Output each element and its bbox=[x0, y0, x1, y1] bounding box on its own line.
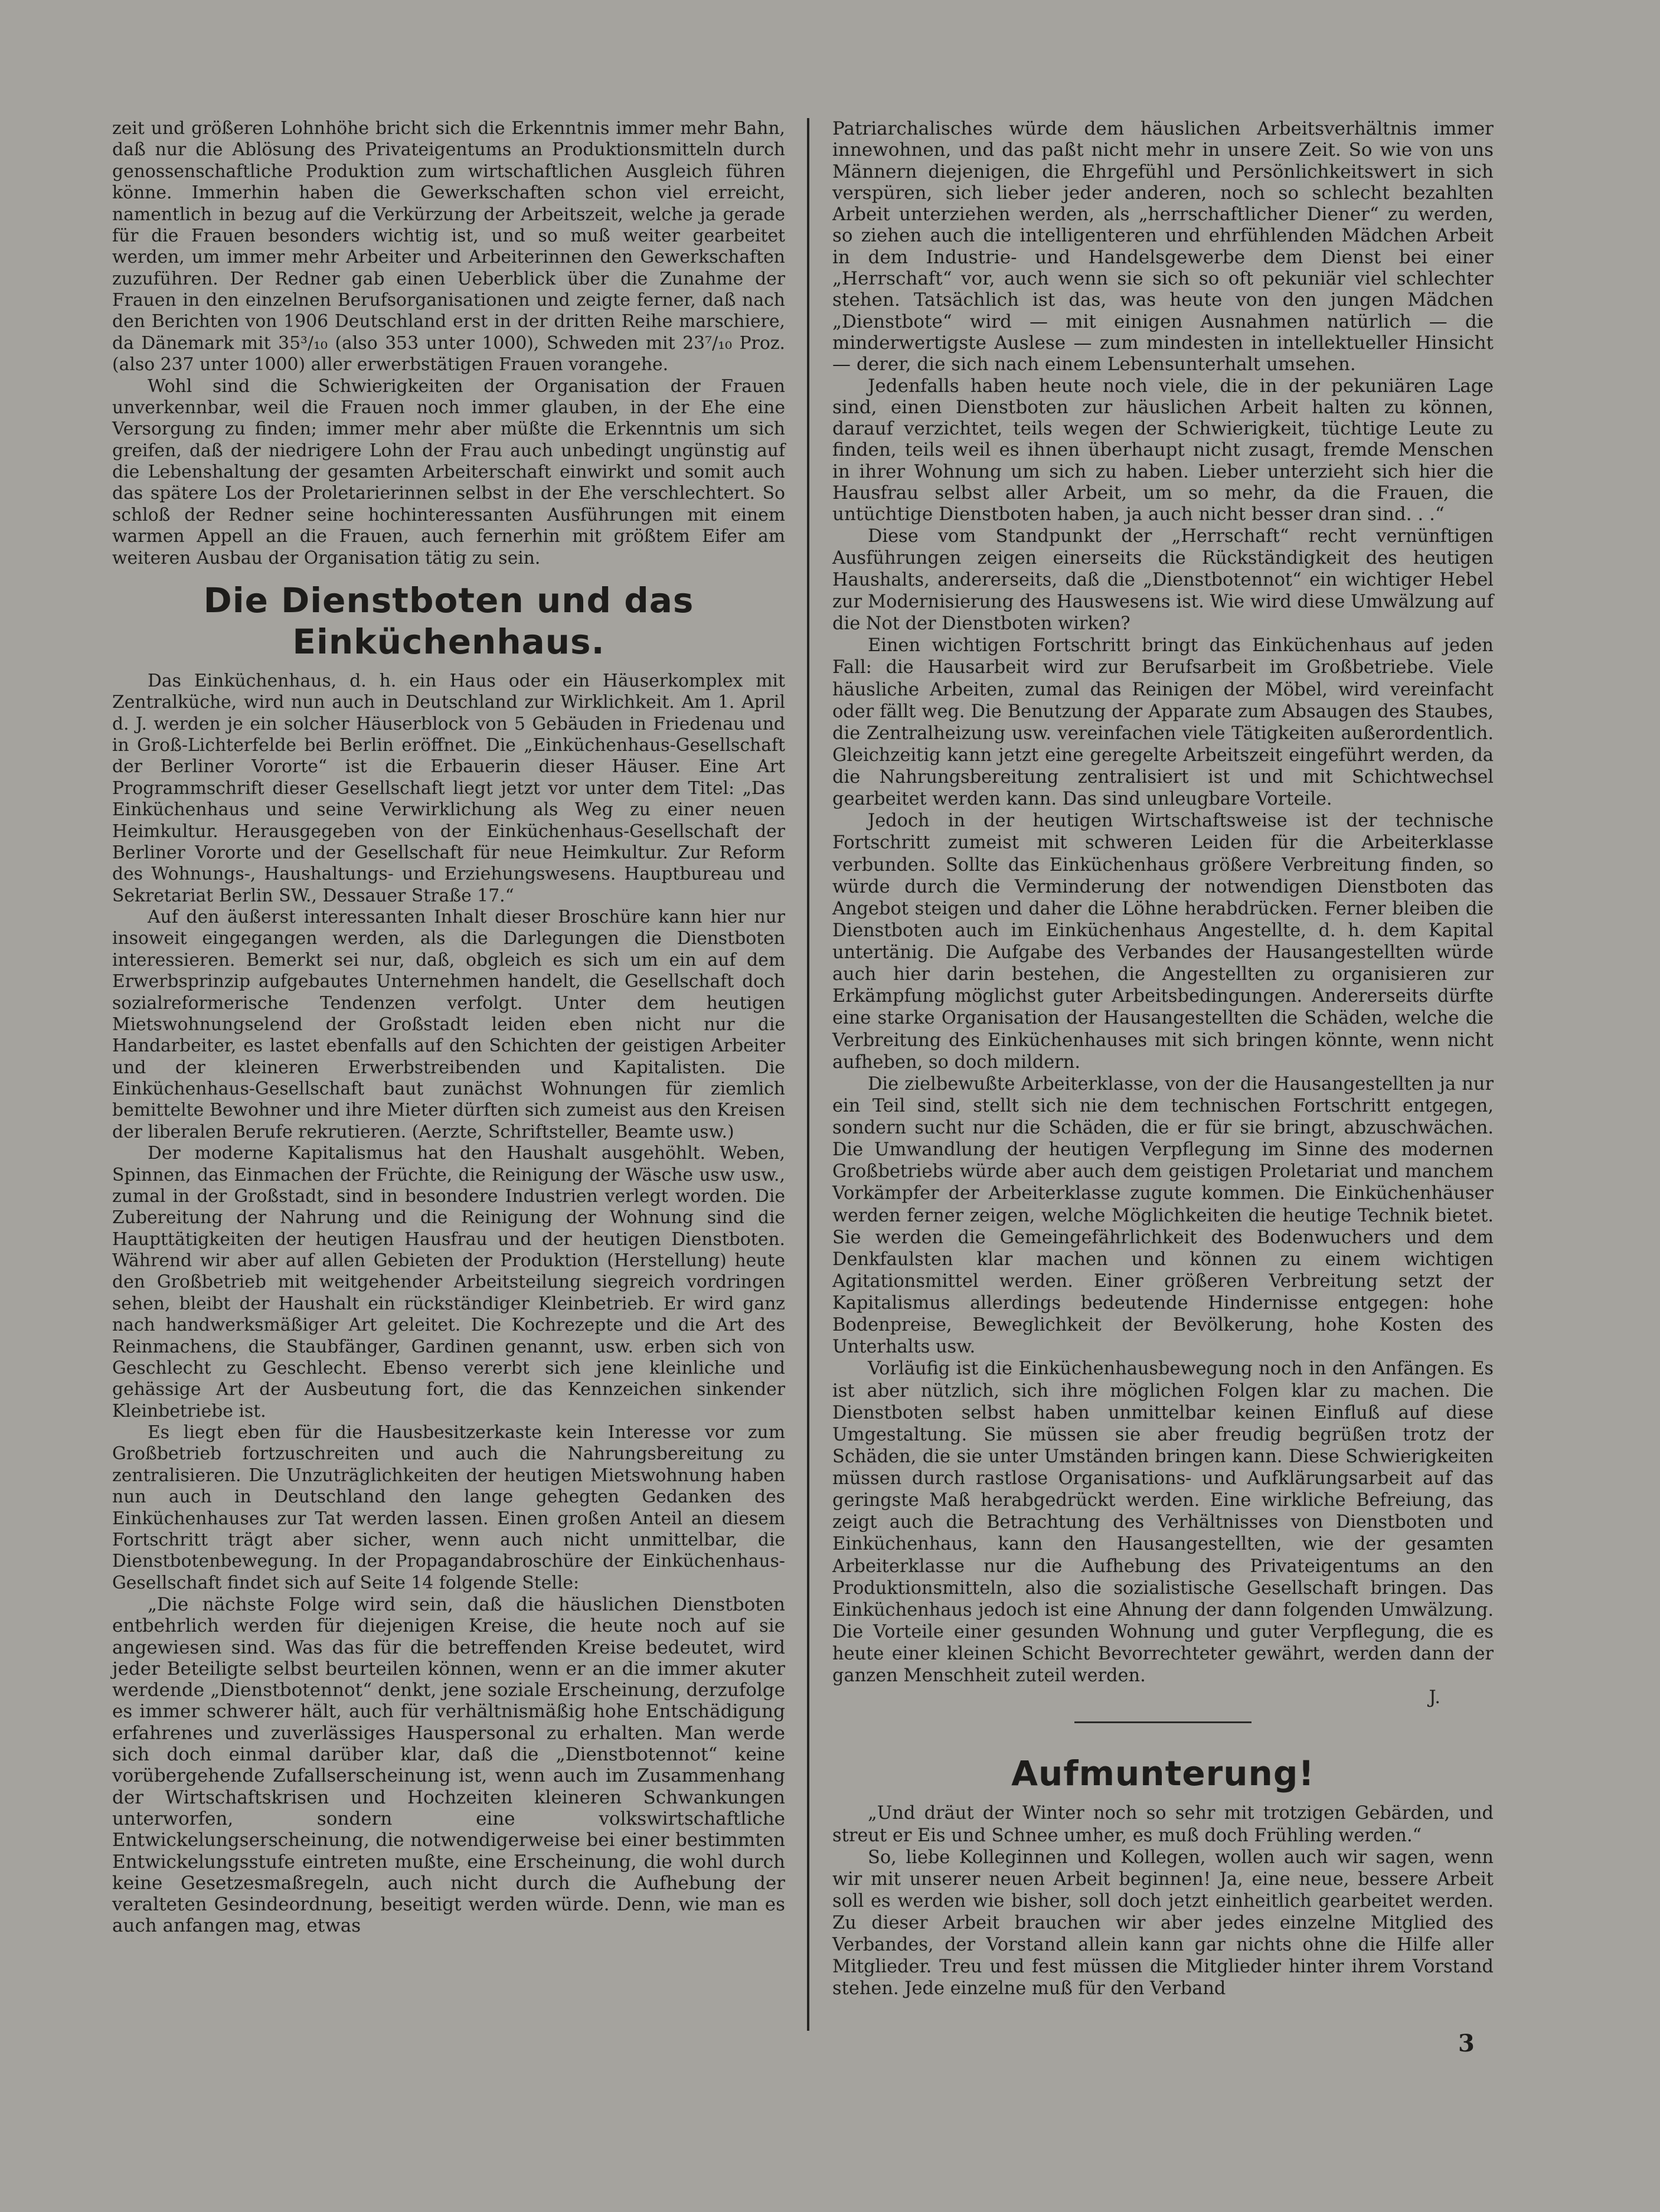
column-rule bbox=[807, 118, 809, 2031]
intro-paragraph-1: zeit und größeren Lohnhöhe bricht sich die Erkenntnis immer mehr Bahn, daß nur die Ablösung des Privateigentums an Produktionsmitteln durch genossenschaftliche Produktion zum wirtschaftlichen Ausgleich führen könne. Immerhin haben die Gewerkschaften schon viel erreicht, namentlich in bezug auf die Verkürzung der Arbeitszeit, welche ja gerade für die Frauen besonders wichtig ist, und so muß weiter gearbeitet werden, um immer mehr Arbeiter und Arbeiterinnen den Gewerkschaften zuzuführen. Der Redner gab einen Ueberblick über die Zunahme der Frauen in den einzelnen Berufsorganisationen und zeigte ferner, daß nach den Berichten von 1906 Deutschland erst in der dritten Reihe marschiere, da Dänemark mit 35³/₁₀ (also 353 unter 1000), Schweden mit 23⁷/₁₀ Proz. (also 237 unter 1000) aller erwerbstätigen Frauen vorangehe. bbox=[112, 118, 785, 375]
intro-paragraph-2: Wohl sind die Schwierigkeiten der Organisation der Frauen unverkennbar, weil die Frauen noch immer glauben, in der Ehe eine Versorgung zu finden; immer mehr aber müßte die Erkenntnis um sich greifen, daß der niedrigere Lohn der Frau auch unbedingt ungünstig auf die Lebenshaltung der gesamten Arbeiterschaft einwirkt und somit auch das spätere Los der Proletarierinnen selbst in der Ehe verschlechtert. So schloß der Redner seine hochinteressanten Ausführungen mit einem warmen Appell an die Frauen, auch fernerhin mit größtem Eifer am weiteren Ausbau der Organisation tätig zu sein. bbox=[112, 375, 785, 568]
article-paragraph-5: Diese vom Standpunkt der „Herrschaft“ recht vernünftigen Ausführungen zeigen einerseits die Rückständigkeit des heutigen Haushalts, andererseits, daß die „Dienstbotennot“ ein wichtiger Hebel zur Modernisierung des Hauswesens ist. Wie wird diese Umwälzung auf die Not der Dienstboten wirken? bbox=[832, 525, 1494, 635]
section-heading: Aufmunterung! bbox=[1011, 1753, 1315, 1794]
quote-paragraph-2: Jedenfalls haben heute noch viele, die in der pekuniären Lage sind, einen Dienstboten zur häuslichen Arbeit halten zu können, darauf verzichtet, teils wegen der Schwierigkeit, tüchtige Leute zu finden, teils weil es ihnen überhaupt nicht zusagt, fremde Menschen in ihrer Wohnung um sich zu haben. Lieber unterzieht sich hier die Hausfrau selbst aller Arbeit, um so mehr, da die Frauen, die untüchtige Dienstboten haben, ja auch nicht besser dran sind. . .“ bbox=[832, 375, 1494, 525]
right-column bbox=[832, 118, 1494, 2000]
final-paragraph: So, liebe Kolleginnen und Kollegen, wollen auch wir sagen, wenn wir mit unserer neuen Arbeit beginnen! Ja, eine neue, bessere Arbeit soll es werden wie bisher, soll doch jetzt einheitlich gearbeitet werden. Zu dieser Arbeit brauchen wir aber jedes einzelne Mitglied des Verbandes, der Vorstand allein kann gar nichts ohne die Hilfe aller Mitglieder. Treu und fest müssen die Mitglieder hinter ihrem Vorstand stehen. Jede einzelne muß für den Verband bbox=[832, 1847, 1494, 1999]
author-signature: J. bbox=[1429, 1687, 1440, 1708]
article-heading: Die Dienstboten und das Einküchenhaus. bbox=[203, 580, 694, 662]
article-paragraph-2: Auf den äußerst interessanten Inhalt dieser Broschüre kann hier nur insoweit eingegangen werden, als die Darlegungen die Dienstboten interessieren. Bemerkt sei nur, daß, obgleich es sich um ein auf dem Erwerbsprinzip aufgebautes Unternehmen handelt, die Gesellschaft doch sozialreformerische Tendenzen verfolgt. Unter dem heutigen Mietswohnungselend der Großstadt leiden eben nicht nur die Handarbeiter, es lastet ebenfalls auf den Schichten der geistigen Arbeiter und der kleineren Erwerbstreibenden und Kapitalisten. Die Einküchenhaus-Gesellschaft baut zunächst Wohnungen für ziemlich bemittelte Bewohner und ihre Mieter dürften sich zumeist aus den Kreisen der liberalen Berufe rekrutieren. (Aerzte, Schriftsteller, Beamte usw.) bbox=[112, 907, 785, 1142]
quote-continuation: Patriarchalisches würde dem häuslichen Arbeitsverhältnis immer innewohnen, und das paßt nicht mehr in unsere Zeit. So wie von uns Männern diejenigen, die Ehrgefühl und Persönlichkeitswert in sich verspüren, sich lieber jeder anderen, noch so schlecht bezahlten Arbeit unterziehen werden, als „herrschaftlicher Diener“ zu werden, so ziehen auch die intelligenteren und ehrfühlenden Mädchen Arbeit in dem Industrie- und Handelsgewerbe dem Dienst bei einer „Herrschaft“ vor, auch wenn sie sich so oft pekuniär viel schlechter stehen. Tatsächlich ist das, was heute von den jungen Mädchen „Dienstbote“ wird — mit einigen Ausnahmen natürlich — die minderwertigste Auslese — zum mindesten in intellektueller Hinsicht — derer, die sich nach einem Lebensunterhalt umsehen. bbox=[832, 118, 1494, 375]
article-paragraph-8: Die zielbewußte Arbeiterklasse, von der die Hausangestellten ja nur ein Teil sind, stellt sich nie dem technischen Fortschritt entgegen, sondern sucht nur die Schäden, die er für sie bringt, abzuschwächen. Die Umwandlung der heutigen Verpflegung im Sinne des modernen Großbetriebs würde aber auch dem geistigen Proletariat und manchem Vorkämpfer der Arbeiterklasse zugute kommen. Die Einküchenhäuser werden ferner zeigen, welche Möglichkeiten die heutige Technik bietet. Sie werden die Gemeingefährlichkeit des Bodenwuchers und dem Denkfaulsten klar machen und können zu einem wichtigen Agitationsmittel werden. Einer größeren Verbreitung setzt der Kapitalismus allerdings bedeutende Hindernisse entgegen: hohe Bodenpreise, Beweglichkeit der Bevölkerung, hohe Kosten des Unterhalts usw. bbox=[832, 1073, 1494, 1358]
article-paragraph-9: Vorläufig ist die Einküchenhausbewegung noch in den Anfängen. Es ist aber nützlich, sich ihre möglichen Folgen klar zu machen. Die Dienstboten selbst haben unmittelbar keinen Einfluß auf diese Umgestaltung. Sie müssen sie aber freudig begrüßen trotz der Schäden, die sie unter Umständen bringen kann. Diese Schwierigkeiten müssen durch rastlose Organisations- und Aufklärungsarbeit auf das geringste Maß herabgedrückt werden. Eine wirkliche Befreiung, das zeigt auch die Betrachtung des Verhältnisses von Dienstboten und Einküchenhaus, kann den Hausangestellten, wie der gesamten Arbeiterklasse nur die Aufhebung des Privateigentums an den Produktionsmitteln, also die sozialistische Gesellschaft bringen. Das Einküchenhaus jedoch ist eine Ahnung der dann folgenden Umwälzung. Die Vorteile einer gesunden Wohnung und guter Verpflegung, die es heute einer kleinen Schicht Bevorrechteter gewährt, werden dann der ganzen Menschheit zuteil werden. bbox=[832, 1358, 1494, 1687]
article-paragraph-7: Jedoch in der heutigen Wirtschaftsweise ist der technische Fortschritt zumeist mit schweren Leiden für die Arbeiterklasse verbunden. Sollte das Einküchenhaus größere Verbreitung finden, so würde durch die Verminderung der notwendigen Dienstboten das Angebot steigen und daher die Löhne herabdrücken. Ferner bleiben die Dienstboten auch im Einküchenhaus Angestellte, d. h. dem Kapital untertänig. Die Aufgabe des Verbandes der Hausangestellten würde auch hier darin bestehen, die Angestellten zu organisieren zur Erkämpfung möglichst guter Arbeitsbedingungen. Andererseits dürfte eine starke Organisation der Hausangestellten die Schäden, welche die Verbreitung des Einküchenhauses mit sich bringen könnte, wenn nicht aufheben, so doch mildern. bbox=[832, 811, 1494, 1073]
page-number: 3 bbox=[1458, 2030, 1475, 2057]
section-divider bbox=[1074, 1721, 1251, 1723]
verse-quote: „Und dräut der Winter noch so sehr mit trotzigen Gebärden, und streut er Eis und Schnee umher, es muß doch Frühling werden.“ bbox=[832, 1803, 1494, 1846]
quote-paragraph: „Die nächste Folge wird sein, daß die häuslichen Dienstboten entbehrlich werden für diejenigen Kreise, die heute noch auf sie angewiesen sind. Was das für die betreffenden Kreise bedeutet, wird jeder Beteiligte selbst beurteilen können, wenn er an die immer akuter werdende „Dienstbotennot“ denkt, jene soziale Erscheinung, derzufolge es immer schwerer hält, auch für verhältnismäßig hohe Entschädigung erfahrenes und zuverlässiges Hauspersonal zu erhalten. Man werde sich doch einmal darüber klar, daß die „Dienstbotennot“ keine vorübergehende Zufallserscheinung ist, wenn auch im Zusammenhang der Wirtschaftskrisen und Hochzeiten kleineren Schwankungen unterworfen, sondern eine volkswirtschaftliche Entwickelungserscheinung, die notwendigerweise bei einer bestimmten Entwickelungsstufe eintreten mußte, eine Erscheinung, die wohl durch keine Gesetzesmaßregeln, auch nicht durch die Aufhebung der veralteten Gesindeordnung, beseitigt werden würde. Denn, wie man es auch anfangen mag, etwas bbox=[112, 1594, 785, 1937]
article-paragraph-1: Das Einküchenhaus, d. h. ein Haus oder ein Häuserkomplex mit Zentralküche, wird nun auch in Deutschland zur Wirklichkeit. Am 1. April d. J. werden je ein solcher Häuserblock von 5 Gebäuden in Friedenau und in Groß-Lichterfelde bei Berlin eröffnet. Die „Einküchenhaus-Gesellschaft der Berliner Vororte“ ist die Erbauerin dieser Häuser. Eine Art Programmschrift dieser Gesellschaft liegt jetzt vor unter dem Titel: „Das Einküchenhaus und seine Verwirklichung als Weg zu einer neuen Heimkultur. Herausgegeben von der Einküchenhaus-Gesellschaft der Berliner Vororte und der Gesellschaft für neue Heimkultur. Zur Reform des Wohnungs-, Haushaltungs- und Erziehungswesens. Hauptbureau und Sekretariat Berlin SW., Dessauer Straße 17.“ bbox=[112, 670, 785, 906]
article-paragraph-6: Einen wichtigen Fortschritt bringt das Einküchenhaus auf jeden Fall: die Hausarbeit wird zur Berufsarbeit im Großbetriebe. Viele häusliche Arbeiten, zumal das Reinigen der Möbel, wird vereinfacht oder fällt weg. Die Benutzung der Apparate zum Absaugen des Staubes, die Zentralheizung usw. vereinfachen viele Tätigkeiten außerordentlich. Gleichzeitig kann jetzt eine geregelte Arbeitszeit eingeführt werden, da die Nahrungsbereitung zentralisiert ist und mit Schichtwechsel gearbeitet werden kann. Das sind unleugbare Vorteile. bbox=[832, 635, 1494, 810]
article-paragraph-4: Es liegt eben für die Hausbesitzerkaste kein Interesse vor zum Großbetrieb fortzuschreiten und auch die Nahrungsbereitung zu zentralisieren. Die Unzuträglichkeiten der heutigen Mietswohnung haben nun auch in Deutschland den lange gehegten Gedanken des Einküchenhauses zur Tat werden lassen. Einen großen Anteil an diesem Fortschritt trägt aber sicher, wenn auch nicht unmittelbar, die Dienstbotenbewegung. In der Propagandabroschüre der Einküchenhaus-Gesellschaft findet sich auf Seite 14 folgende Stelle: bbox=[112, 1422, 785, 1593]
left-column bbox=[112, 118, 785, 1937]
article-paragraph-3: Der moderne Kapitalismus hat den Haushalt ausgehöhlt. Weben, Spinnen, das Einmachen der Früchte, die Reinigung der Wäsche usw usw., zumal in der Großstadt, sind in besondere Industrien verlegt worden. Die Zubereitung der Nahrung und die Reinigung der Wohnung sind die Haupttätigkeiten der heutigen Hausfrau und der heutigen Dienstboten. Während wir aber auf allen Gebieten der Produktion (Herstellung) heute den Großbetrieb mit weitgehender Arbeitsteilung siegreich vordringen sehen, bleibt der Haushalt ein rückständiger Kleinbetrieb. Er wird ganz nach handwerksmäßiger Art geleitet. Die Kochrezepte und die Art des Reinmachens, die Staubfänger, Gardinen genannt, usw. erben sich von Geschlecht zu Geschlecht. Ebenso vererbt sich jene kleinliche und gehässige Art der Ausbeutung fort, die das Kennzeichen sinkender Kleinbetriebe ist. bbox=[112, 1143, 785, 1422]
